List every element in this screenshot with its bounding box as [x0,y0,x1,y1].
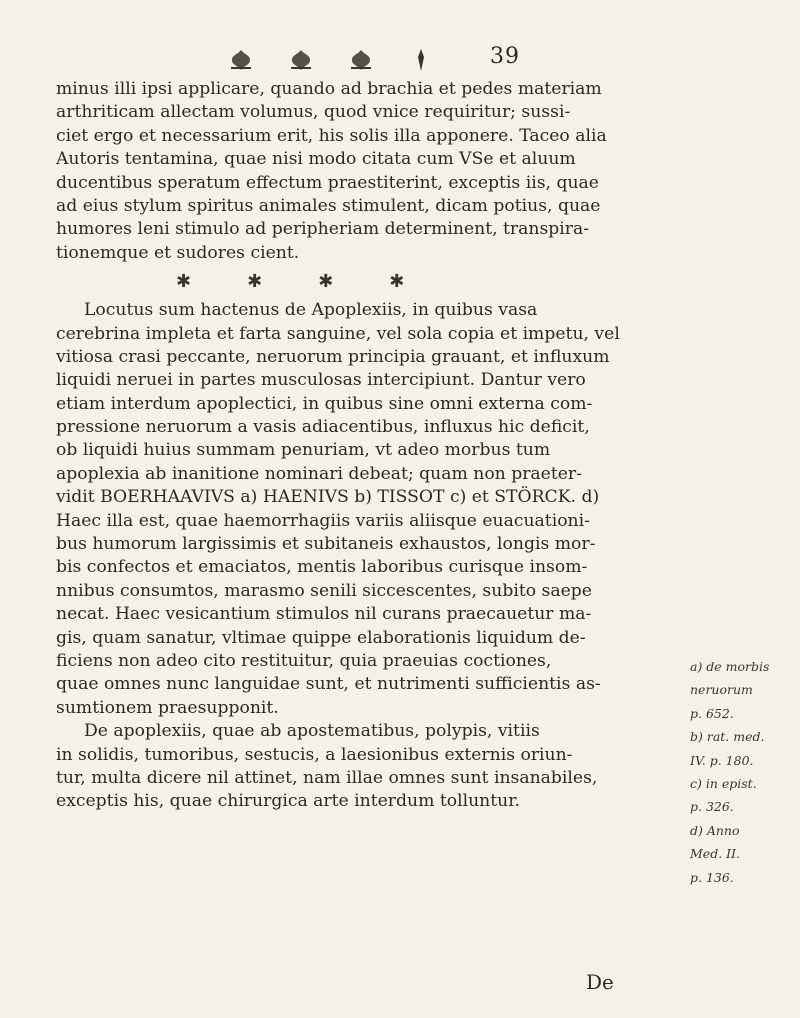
text-line: exceptis his, quae chirurgica arte interdum tolluntur. [56,791,521,812]
text-line: humores leni stimulo ad peripheriam determinent, transpira- [56,219,590,240]
fleuron-icon [228,47,254,73]
text-line: minus illi ipsi applicare, quando ad brachia et pedes materiam [56,79,602,99]
margin-note: a) de morbis [690,659,770,674]
text-line: Locutus sum hactenus de Apoplexiis, in quibus vasa [84,300,538,321]
margin-note: IV. p. 180. [690,752,754,768]
text-line: Haec illa est, quae haemorrhagiis variis aliisque euacuationi- [56,510,590,531]
main-text [56,78,676,814]
fleuron-icon [348,47,374,73]
text-line: vidit BOERHAAVIVS a) HAENIVS b) TISSOT c) et STÖRCK. d) [56,487,600,508]
text-line: pressione neruorum a vasis adiacentibus, influxus hic deficit, [56,417,590,438]
text-line: bus humorum largissimis et subitaneis exhaustos, longis mor- [56,534,596,555]
page-number: 39 [490,44,520,69]
text-line: arthriticam allectam volumus, quod vnice requiritur; sussi- [56,102,571,123]
text-line: in solidis, tumoribus, sestucis, a laesionibus externis oriun- [56,744,573,765]
asterisk-icon: ✱ [318,271,334,293]
text-line: ficiens non adeo cito restituitur, quia praeuias coctiones, [56,650,552,671]
margin-notes [690,655,790,889]
text-line: ob liquidi huius summam penuriam, vt adeo morbus tum [56,440,551,461]
paragraph-2 [56,299,676,720]
text-line: gis, quam sanatur, vltimae quippe elaborationis liquidum de- [56,627,586,648]
margin-note: neruorum [690,682,753,698]
asterisk-icon: ✱ [247,271,263,293]
margin-note: p. 652. [690,705,734,721]
margin-note: c) in epist. [690,775,757,791]
text-line: tionemque et sudores cient. [56,242,300,263]
fleuron-icon [288,47,314,73]
catchword: De [586,970,614,994]
text-line: apoplexia ab inanitione nominari debeat; quam non praeter- [56,463,582,484]
text-line: ad eius stylum spiritus animales stimulent, dicam potius, quae [56,195,601,216]
text-line: tur, multa dicere nil attinet, nam illae omnes sunt insanabiles, [56,767,598,788]
text-line: vitiosa crasi peccante, neruorum principia grauant, et influxum [56,346,610,367]
text-line: ducentibus speratum effectum praestiterint, exceptis iis, quae [56,172,599,193]
text-line: bis confectos et emaciatos, mentis laboribus curisque insom- [56,557,588,578]
header-ornaments [228,40,468,80]
margin-note: Med. II. [690,846,740,862]
margin-note: d) Anno [690,822,740,838]
text-line: cerebrina impleta et farta sanguine, vel sola copia et impetu, vel [56,323,620,344]
margin-note: p. 136. [690,869,734,885]
fleuron-icon [408,47,434,73]
text-line: necat. Haec vesicantium stimulos nil curans praecauetur ma- [56,604,592,625]
paragraph-3 [56,720,676,814]
margin-note: p. 326. [690,799,734,815]
asterisk-icon: ✱ [176,271,192,293]
text-line: sumtionem praesupponit. [56,697,279,718]
text-line: ciet ergo et necessarium erit, his solis illa apponere. Taceo alia [56,125,607,146]
asterisk-icon: ✱ [389,271,405,293]
text-line: etiam interdum apoplectici, in quibus sine omni externa com- [56,393,593,414]
paragraph-1 [56,78,676,265]
text-line: liquidi neruei in partes musculosas intercipiunt. Dantur vero [56,370,586,391]
text-line: Autoris tentamina, quae nisi modo citata cum VSe et aluum [56,149,576,170]
margin-note: b) rat. med. [690,729,765,745]
text-line: nnibus consumtos, marasmo senili siccescentes, subito saepe [56,580,592,601]
text-line: quae omnes nunc languidae sunt, et nutrimenti sufficientis as- [56,674,601,695]
text-line: De apoplexiis, quae ab apostematibus, polypis, vitiis [84,721,540,742]
section-separator [56,265,676,299]
